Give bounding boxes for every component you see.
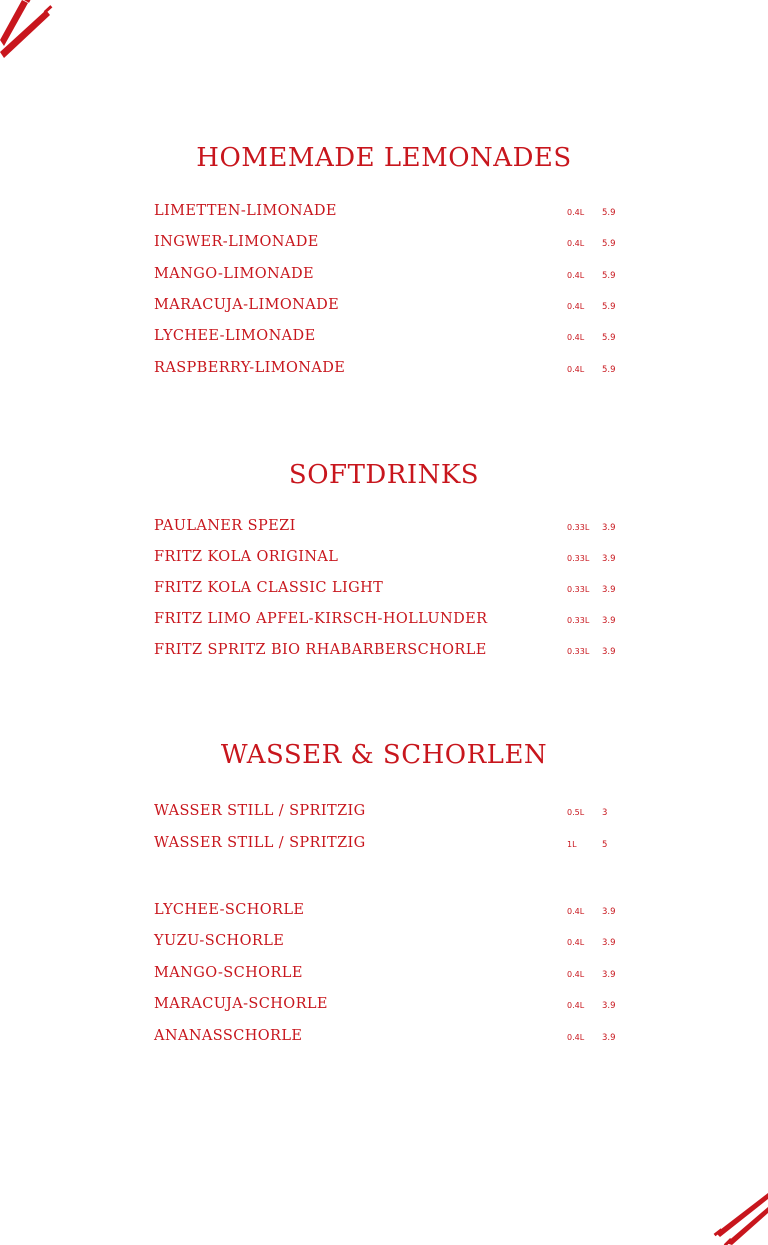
menu-item [154,965,624,985]
menu-item [154,1028,624,1048]
item-price: 5.9 [602,302,616,312]
item-price: 3.9 [602,523,616,533]
item-volume: 0.33L [567,523,590,532]
item-volume: 0.4L [567,1033,585,1042]
menu-item [154,328,624,348]
menu-item [154,642,624,662]
item-name: MARACUJA-LIMONADE [154,297,340,313]
menu-item [154,996,624,1016]
item-name: RASPBERRY-LIMONADE [154,360,346,376]
item-price: 5.9 [602,239,616,249]
item-price: 3.9 [602,616,616,626]
item-price: 3.9 [602,1033,616,1043]
item-name: PAULANER SPEZI [154,518,296,534]
item-volume: 0.4L [567,365,585,374]
item-name: MARACUJA-SCHORLE [154,996,328,1012]
item-volume: 0.4L [567,333,585,342]
section-title: HOMEMADE LEMONADES [196,143,572,173]
menu-item [154,902,624,922]
item-name: INGWER-LIMONADE [154,234,319,250]
menu-item [154,835,624,855]
item-price: 3.9 [602,907,616,917]
item-volume: 0.4L [567,1001,585,1010]
item-name: YUZU-SCHORLE [154,933,285,949]
item-name: WASSER STILL / SPRITZIG [154,835,366,851]
item-name: LYCHEE-LIMONADE [154,328,316,344]
item-price: 5.9 [602,333,616,343]
menu-item [154,297,624,317]
item-name: FRITZ SPRITZ BIO RHABARBERSCHORLE [154,642,487,658]
item-volume: 0.4L [567,239,585,248]
item-volume: 0.4L [567,938,585,947]
item-volume: 1L [567,840,577,849]
menu-item [154,203,624,223]
menu-item [154,518,624,538]
section-title: WASSER & SCHORLEN [220,740,548,770]
item-volume: 0.4L [567,208,585,217]
item-name: LYCHEE-SCHORLE [154,902,305,918]
item-volume: 0.33L [567,647,590,656]
menu-item [154,234,624,254]
menu-item [154,803,624,823]
item-price: 3.9 [602,970,616,980]
item-name: MANGO-LIMONADE [154,266,314,282]
item-price: 3 [602,808,608,818]
item-volume: 0.4L [567,907,585,916]
item-volume: 0.33L [567,585,590,594]
menu-item [154,549,624,569]
menu-item [154,611,624,631]
menu-item [154,580,624,600]
chopsticks-icon [712,1185,768,1245]
item-price: 3.9 [602,585,616,595]
item-volume: 0.4L [567,302,585,311]
item-price: 5.9 [602,208,616,218]
item-name: WASSER STILL / SPRITZIG [154,803,366,819]
item-volume: 0.4L [567,970,585,979]
menu-item [154,266,624,286]
item-price: 3.9 [602,647,616,657]
item-price: 3.9 [602,938,616,948]
menu-item [154,360,624,380]
chopsticks-icon [0,0,60,66]
item-name: LIMETTEN-LIMONADE [154,203,337,219]
item-price: 3.9 [602,1001,616,1011]
item-price: 5.9 [602,365,616,375]
section-title: SOFTDRINKS [288,460,480,490]
item-price: 5 [602,840,608,850]
item-volume: 0.33L [567,554,590,563]
item-name: FRITZ KOLA ORIGINAL [154,549,339,565]
item-name: MANGO-SCHORLE [154,965,303,981]
menu-item [154,933,624,953]
item-price: 3.9 [602,554,616,564]
item-volume: 0.33L [567,616,590,625]
item-name: ANANASSCHORLE [154,1028,303,1044]
item-price: 5.9 [602,271,616,281]
item-volume: 0.4L [567,271,585,280]
item-volume: 0.5L [567,808,585,817]
item-name: FRITZ LIMO APFEL-KIRSCH-HOLLUNDER [154,611,488,627]
item-name: FRITZ KOLA CLASSIC LIGHT [154,580,384,596]
